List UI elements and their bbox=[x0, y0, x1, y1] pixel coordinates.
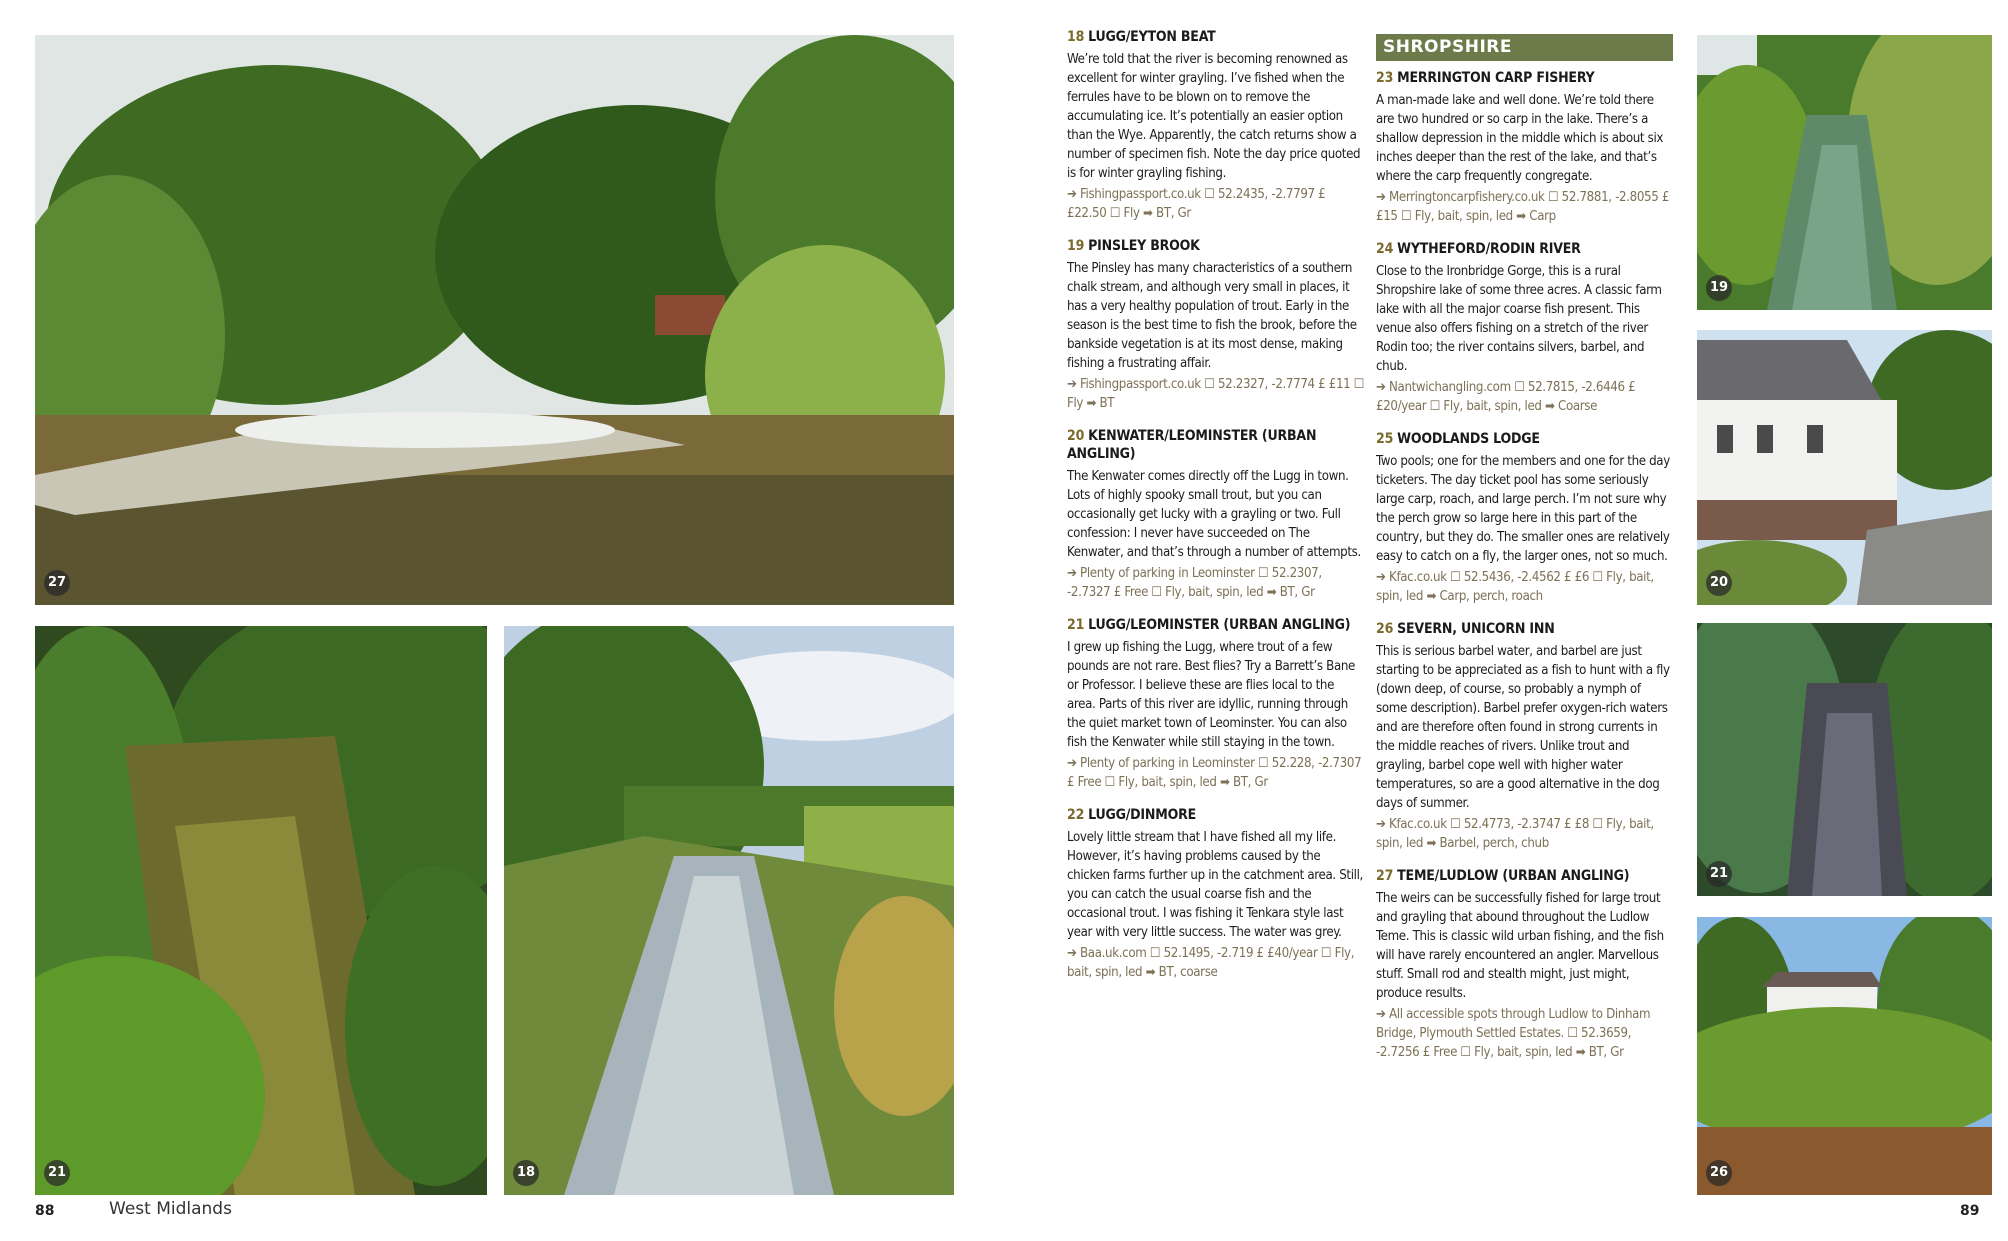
listing-info: ➔ Nantwichangling.com ☐ 52.7815, -2.6446 £ £20/year ☐ Fly, bait, spin, led ➡ Coarse bbox=[1376, 380, 1636, 414]
listing-info: ➔ Plenty of parking in Leominster ☐ 52.228, -2.7307 £ Free ☐ Fly, bait, spin, led ➡ BT, Gr bbox=[1067, 756, 1362, 790]
listing-name: WYTHEFORD/RODIN RIVER bbox=[1397, 241, 1581, 257]
listing-title bbox=[1067, 28, 1365, 46]
listing-entry bbox=[1376, 240, 1673, 416]
listing-description: The Pinsley has many characteristics of a southern chalk stream, and although very small in places, it has a very healthy population of trout. Early in the season is the best time to fish the brook, before the bankside vegetation is at its most dense, making fishing a frustrating affair. bbox=[1067, 261, 1357, 371]
photo-label: 21 bbox=[44, 1160, 70, 1186]
listing-description: We’re told that the river is becoming renowned as excellent for winter grayling. I’ve fished when the ferrules have to be blown on to remove the accumulating ice. It’s potentially an easier option than the Wye. Apparently, the catch returns show a number of specimen fish. Note the day price quoted is for winter grayling fishing. bbox=[1067, 52, 1361, 181]
photo-label: 18 bbox=[513, 1160, 539, 1186]
listings-column-1 bbox=[1067, 28, 1365, 996]
listing-title bbox=[1067, 427, 1365, 463]
listing-number: 26 bbox=[1376, 621, 1394, 637]
listing-entry bbox=[1376, 620, 1673, 853]
listing-entry bbox=[1067, 28, 1365, 223]
region-footer: West Midlands bbox=[109, 1199, 232, 1219]
listing-entry bbox=[1067, 616, 1365, 792]
listing-name: LUGG/EYTON BEAT bbox=[1088, 29, 1216, 45]
listing-description: The Kenwater comes directly off the Lugg in town. Lots of highly spooky small trout, but you can occasionally get lucky with a grayling or two. Full confession: I never have succeeded on The Kenwater, and that’s through a number of attempts. bbox=[1067, 469, 1361, 560]
listing-title bbox=[1067, 806, 1365, 824]
listing-name: MERRINGTON CARP FISHERY bbox=[1397, 70, 1595, 86]
listing-number: 19 bbox=[1067, 238, 1085, 254]
listings-column-2 bbox=[1376, 28, 1673, 1076]
listing-entry bbox=[1067, 237, 1365, 413]
photo-narrow-stream bbox=[1697, 35, 1992, 310]
listing-title bbox=[1376, 430, 1673, 448]
listing-entry bbox=[1067, 427, 1365, 602]
section-banner: SHROPSHIRE bbox=[1376, 34, 1673, 61]
listing-number: 24 bbox=[1376, 241, 1394, 257]
listing-number: 20 bbox=[1067, 428, 1085, 444]
photo-weir bbox=[35, 35, 954, 605]
photo-label: 20 bbox=[1706, 570, 1732, 596]
listing-description: Close to the Ironbridge Gorge, this is a rural Shropshire lake of some three acres. A classic farm lake with all the major coarse fish present. This venue also offers fishing on a stretch of the river Rodin too; the river contains silvers, barbel, and chub. bbox=[1376, 264, 1662, 374]
listing-title bbox=[1067, 616, 1365, 634]
listing-description: I grew up fishing the Lugg, where trout of a few pounds are not rare. Best flies? Try a Barrett’s Bane or Professor. I believe these are flies local to the area. Parts of this river are idyllic, running through the quiet market town of Leominster. You can also fish the Kenwater while still staying in the town. bbox=[1067, 640, 1355, 750]
listing-title bbox=[1067, 237, 1365, 255]
listing-title bbox=[1376, 620, 1673, 638]
listing-name: PINSLEY BROOK bbox=[1088, 238, 1200, 254]
listing-info: ➔ Kfac.co.uk ☐ 52.4773, -2.3747 £ £8 ☐ Fly, bait, spin, led ➡ Barbel, perch, chub bbox=[1376, 817, 1654, 851]
listing-title bbox=[1376, 867, 1673, 885]
listing-entry bbox=[1067, 806, 1365, 982]
listing-info: ➔ All accessible spots through Ludlow to Dinham Bridge, Plymouth Settled Estates. ☐ 52.3659, -2.7256 £ Free ☐ Fly, bait, spin, led ➡ BT, Gr bbox=[1376, 1007, 1651, 1060]
listing-info: ➔ Baa.uk.com ☐ 52.1495, -2.719 £ £40/year ☐ Fly, bait, spin, led ➡ BT, coarse bbox=[1067, 946, 1355, 980]
listing-description: Two pools; one for the members and one for the day ticketers. The day ticket pool has some seriously large carp, roach, and large perch. I’m not sure why the perch grow so large here in this part of the country, but they do. The smaller ones are relatively easy to catch on a fly, the larger ones, not so much. bbox=[1376, 454, 1670, 564]
listing-info: ➔ Plenty of parking in Leominster ☐ 52.2307, -2.7327 £ Free ☐ Fly, bait, spin, led ➡ BT, Gr bbox=[1067, 566, 1322, 600]
listing-info: ➔ Fishingpassport.co.uk ☐ 52.2327, -2.7774 £ £11 ☐ Fly ➡ BT bbox=[1067, 377, 1365, 411]
listing-description: Lovely little stream that I have fished all my life. However, it’s having problems caused by the chicken farms further up in the catchment area. Still, you can catch the usual coarse fish and the occasional trout. I was fishing it Tenkara style last year with very little success. The water was grey. bbox=[1067, 830, 1363, 940]
page-number-left: 88 bbox=[35, 1203, 55, 1219]
listing-description: A man-made lake and well done. We’re told there are two hundred or so carp in the lake. There’s a shallow depression in the middle which is about six inches deeper than the rest of the lake, and that’s where the carp frequently congregate. bbox=[1376, 93, 1664, 184]
listing-title bbox=[1376, 69, 1673, 87]
listing-number: 23 bbox=[1376, 70, 1394, 86]
listing-info: ➔ Fishingpassport.co.uk ☐ 52.2435, -2.7797 £ £22.50 ☐ Fly ➡ BT, Gr bbox=[1067, 187, 1326, 221]
page-number-right: 89 bbox=[1960, 1203, 1980, 1219]
listing-description: This is serious barbel water, and barbel are just starting to be appreciated as a fish to hunt with a fly (down deep, of course, so probably a nymph of some description). Barbel prefer oxygen-rich waters and are therefore often found in strong currents in the middle reaches of rivers. Unlike trout and grayling, barbel cope well with higher water temperatures, so are a good alternative in the dog days of summer. bbox=[1376, 644, 1670, 811]
listing-name: LUGG/DINMORE bbox=[1088, 807, 1196, 823]
photo-label: 26 bbox=[1706, 1160, 1732, 1186]
photo-label: 27 bbox=[44, 570, 70, 596]
photo-label: 21 bbox=[1706, 861, 1732, 887]
listing-info: ➔ Kfac.co.uk ☐ 52.5436, -2.4562 £ £6 ☐ Fly, bait, spin, led ➡ Carp, perch, roach bbox=[1376, 570, 1654, 604]
listing-name: KENWATER/LEOMINSTER (URBAN ANGLING) bbox=[1067, 428, 1317, 462]
photo-inn-river bbox=[1697, 917, 1992, 1195]
listing-name: WOODLANDS LODGE bbox=[1397, 431, 1540, 447]
photo-stream-overhang bbox=[35, 626, 487, 1195]
listing-name: LUGG/LEOMINSTER (URBAN ANGLING) bbox=[1088, 617, 1351, 633]
listing-entry bbox=[1376, 867, 1673, 1062]
photo-overgrown-stream bbox=[1697, 623, 1992, 896]
listing-entry bbox=[1376, 69, 1673, 226]
listing-description: The weirs can be successfully fished for large trout and grayling that abound throughout the Ludlow Teme. This is classic wild urban fishing, and the fish will have rarely encountered an angler. Marvellous stuff. Small rod and stealth might, just might, produce results. bbox=[1376, 891, 1664, 1001]
listing-number: 18 bbox=[1067, 29, 1085, 45]
listing-name: TEME/LUDLOW (URBAN ANGLING) bbox=[1397, 868, 1630, 884]
photo-label: 19 bbox=[1706, 275, 1732, 301]
listing-number: 21 bbox=[1067, 617, 1085, 633]
listing-name: SEVERN, UNICORN INN bbox=[1397, 621, 1555, 637]
listing-number: 27 bbox=[1376, 868, 1394, 884]
listing-number: 22 bbox=[1067, 807, 1085, 823]
listing-number: 25 bbox=[1376, 431, 1394, 447]
listing-title bbox=[1376, 240, 1673, 258]
listing-info: ➔ Merringtoncarpfishery.co.uk ☐ 52.7881, -2.8055 £ £15 ☐ Fly, bait, spin, led ➡ Carp bbox=[1376, 190, 1670, 224]
photo-river-meadow bbox=[504, 626, 954, 1195]
listing-entry bbox=[1376, 430, 1673, 606]
photo-white-house-river bbox=[1697, 330, 1992, 605]
